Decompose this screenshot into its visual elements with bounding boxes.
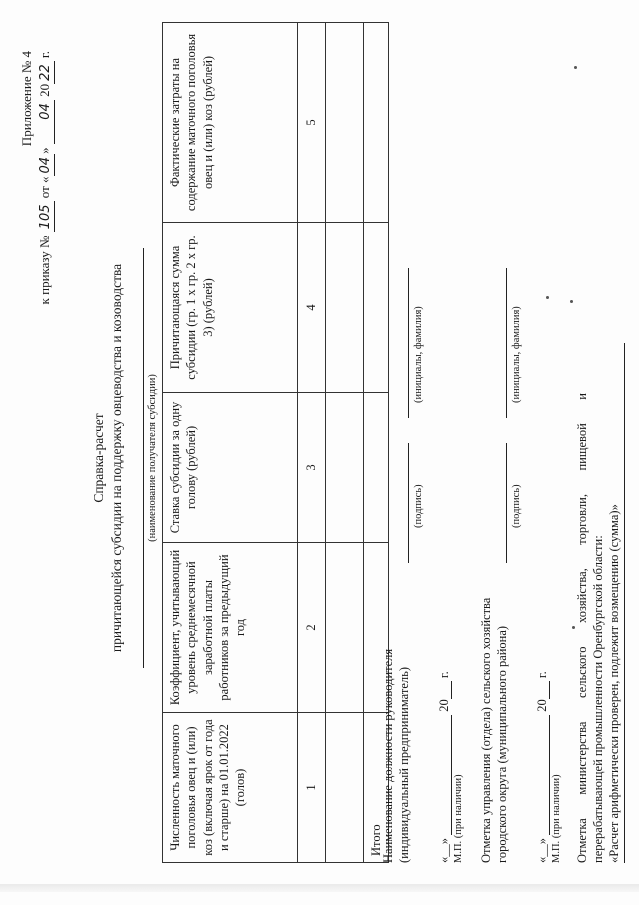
initials-caption: (инициалы, фамилия) <box>511 306 522 403</box>
document-subtitle: причитающейся субсидии на поддержку овцеводства и козоводства <box>109 263 124 653</box>
order-number: 105 <box>37 201 56 232</box>
ministry-subtitle: перерабатывающей промышленности Оренбургской области: <box>591 535 605 863</box>
table-row <box>326 23 364 863</box>
table-cell <box>326 713 364 863</box>
column-number: 5 <box>298 23 326 223</box>
signature-caption: (подпись) <box>413 484 424 528</box>
document-title: Справка-расчет <box>91 413 106 503</box>
column-number: 1 <box>298 713 326 863</box>
signature-caption: (подпись) <box>511 484 522 528</box>
department-subtitle: городского округа (муниципального района) <box>495 625 509 863</box>
order-year: 22 <box>37 61 56 84</box>
signature-line <box>408 443 409 563</box>
initials-line <box>506 268 507 418</box>
sum-line <box>624 343 625 863</box>
head-title: Наименование должности руководителя <box>381 648 395 863</box>
table-cell <box>326 23 364 223</box>
table-cell <box>364 223 389 393</box>
column-header: Ставка субсидии за одну голову (рублей) <box>163 393 298 543</box>
column-number: 3 <box>298 393 326 543</box>
column-number: 4 <box>298 223 326 393</box>
table-cell <box>364 393 389 543</box>
recipient-name-line <box>130 248 144 668</box>
ministry-check-text: «Расчет арифметически проверен, подлежит возмещению (сумма)» <box>607 504 621 863</box>
rotated-content <box>12 23 632 893</box>
head-subtitle: (индивидуальный предприниматель) <box>397 667 411 863</box>
appendix-label: Приложение № 4 <box>19 51 34 147</box>
table-cell <box>326 223 364 393</box>
total-label: Итого <box>364 713 389 863</box>
appendix-header <box>18 51 55 304</box>
date-line: «__» 20 г. <box>535 671 549 863</box>
table-cell <box>326 393 364 543</box>
column-header: Коэффициент, учитывающий уровень среднемесячной заработной платы работников за предыдущий год <box>163 543 298 713</box>
column-number-row <box>298 23 326 863</box>
stamp-note: М.П. (при наличии) <box>453 774 464 863</box>
initials-caption: (инициалы, фамилия) <box>413 306 424 403</box>
department-title: Отметка управления (отдела) сельского хозяйства <box>479 597 493 863</box>
recipient-caption: (наименование получателя субсидии) <box>147 374 158 542</box>
column-header: Фактические затраты на содержание маточного поголовья овец и (или) коз (рублей) <box>163 23 298 223</box>
table-cell <box>326 543 364 713</box>
signature-line <box>506 443 507 563</box>
ministry-note: Отметка министерства сельского хозяйства, торговли, пищевой и <box>575 393 589 863</box>
table-header-row <box>163 23 298 863</box>
date-line: «__» 20 г. <box>437 671 451 863</box>
order-reference: к приказу № 105 от «04» 04 2022 г. <box>36 51 56 304</box>
subsidy-table <box>162 22 389 863</box>
order-month: 04 <box>37 100 56 144</box>
initials-line <box>408 268 409 418</box>
column-number: 2 <box>298 543 326 713</box>
order-day: 04 <box>37 154 56 177</box>
column-header: Численность маточного поголовья овец и (или) коз (включая ярок от года и старше) на 01.01.2022 (голов) <box>163 713 298 863</box>
table-cell <box>364 23 389 223</box>
stamp-note: М.П. (при наличии) <box>551 774 562 863</box>
column-header: Причитающаяся сумма субсидии (гр. 1 х гр. 2 х гр. 3) (рублей) <box>163 223 298 393</box>
